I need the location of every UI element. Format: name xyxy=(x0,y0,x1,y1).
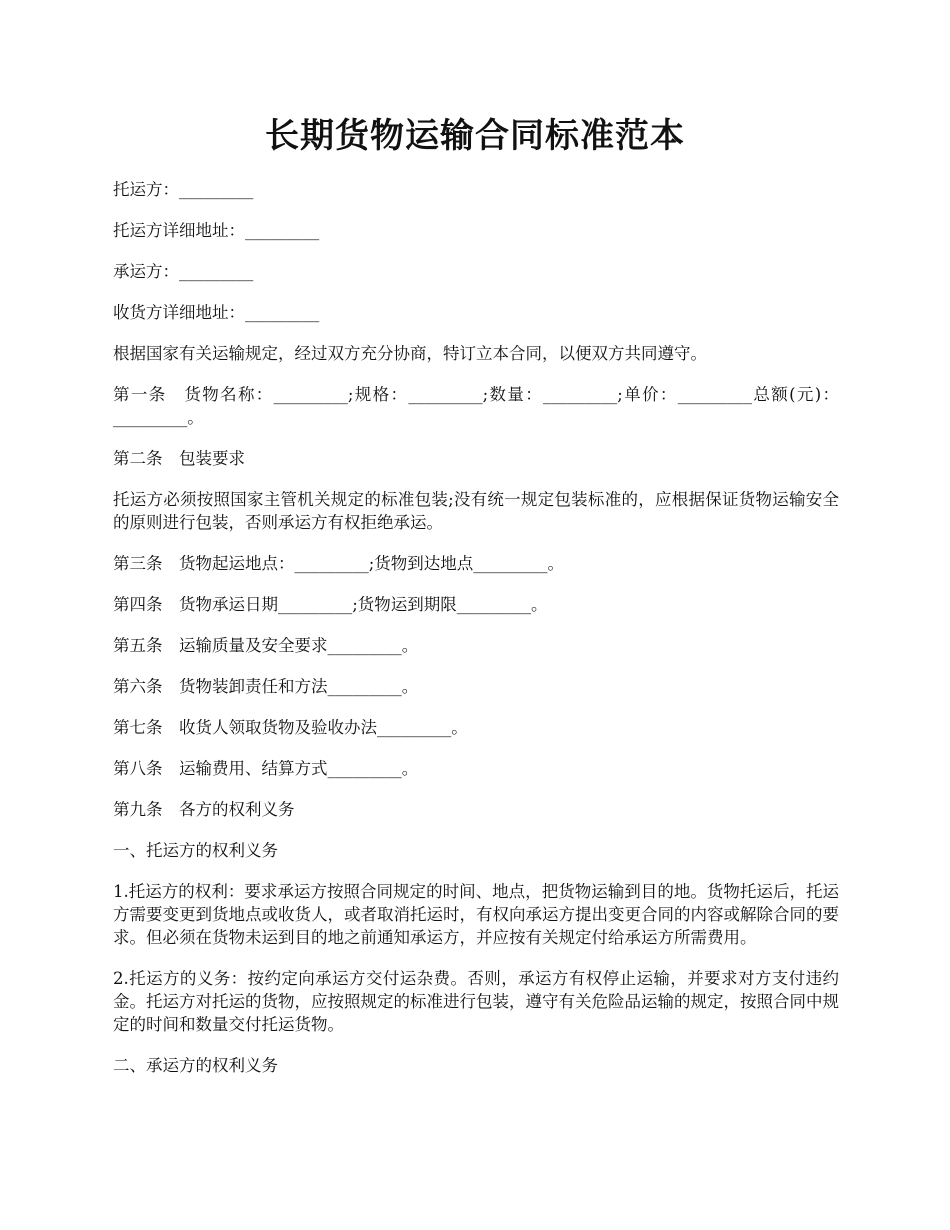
section-1-heading: 一、托运方的权利义务 xyxy=(113,841,278,860)
article-5: 第五条 运输质量及安全要求_________。 xyxy=(113,636,419,655)
article-9-heading: 第九条 各方的权利义务 xyxy=(113,800,295,819)
preamble-paragraph: 根据国家有关运输规定，经过双方充分协商，特订立本合同，以便双方共同遵守。 xyxy=(113,344,707,363)
section-1-item-2: 2.托运方的义务：按约定向承运方交付运杂费。否则，承运方有权停止运输，并要求对方支付违约金。托运方对托运的货物，应按照规定的标准进行包装，遵守有关危险品运输的规定，按照合同中规定的时间和数量交付托运货物。 xyxy=(113,969,839,1034)
article-1: 第一条 货物名称：_________;规格：_________;数量：_________;单价：_________总额(元)：_________。 xyxy=(113,385,839,427)
section-1-item-1: 1.托运方的权利：要求承运方按照合同规定的时间、地点，把货物运输到目的地。货物托运后，托运方需要变更到货地点或收货人，或者取消托运时，有权向承运方提出变更合同的内容或解除合同的要求。但必须在货物未运到目的地之前通知承运方，并应按有关规定付给承运方所需费用。 xyxy=(113,882,839,947)
consignee-address-field: 收货方详细地址：_________ xyxy=(113,303,320,322)
article-4: 第四条 货物承运日期_________;货物运到期限_________。 xyxy=(113,595,548,614)
carrier-field: 承运方：_________ xyxy=(113,262,254,281)
article-2-heading: 第二条 包装要求 xyxy=(113,449,245,468)
article-6: 第六条 货物装卸责任和方法_________。 xyxy=(113,677,419,696)
article-8: 第八条 运输费用、结算方式_________。 xyxy=(113,759,419,778)
article-7: 第七条 收货人领取货物及验收办法_________。 xyxy=(113,718,468,737)
document-body xyxy=(113,178,839,1095)
article-2-body: 托运方必须按照国家主管机关规定的标准包装;没有统一规定包装标准的，应根据保证货物运输安全的原则进行包装，否则承运方有权拒绝承运。 xyxy=(113,490,839,532)
article-3: 第三条 货物起运地点：_________;货物到达地点_________。 xyxy=(113,554,565,573)
shipper-address-field: 托运方详细地址：_________ xyxy=(113,221,320,240)
section-2-heading: 二、承运方的权利义务 xyxy=(113,1056,278,1075)
shipper-field: 托运方：_________ xyxy=(113,180,254,199)
document-title: 长期货物运输合同标准范本 xyxy=(265,116,685,156)
